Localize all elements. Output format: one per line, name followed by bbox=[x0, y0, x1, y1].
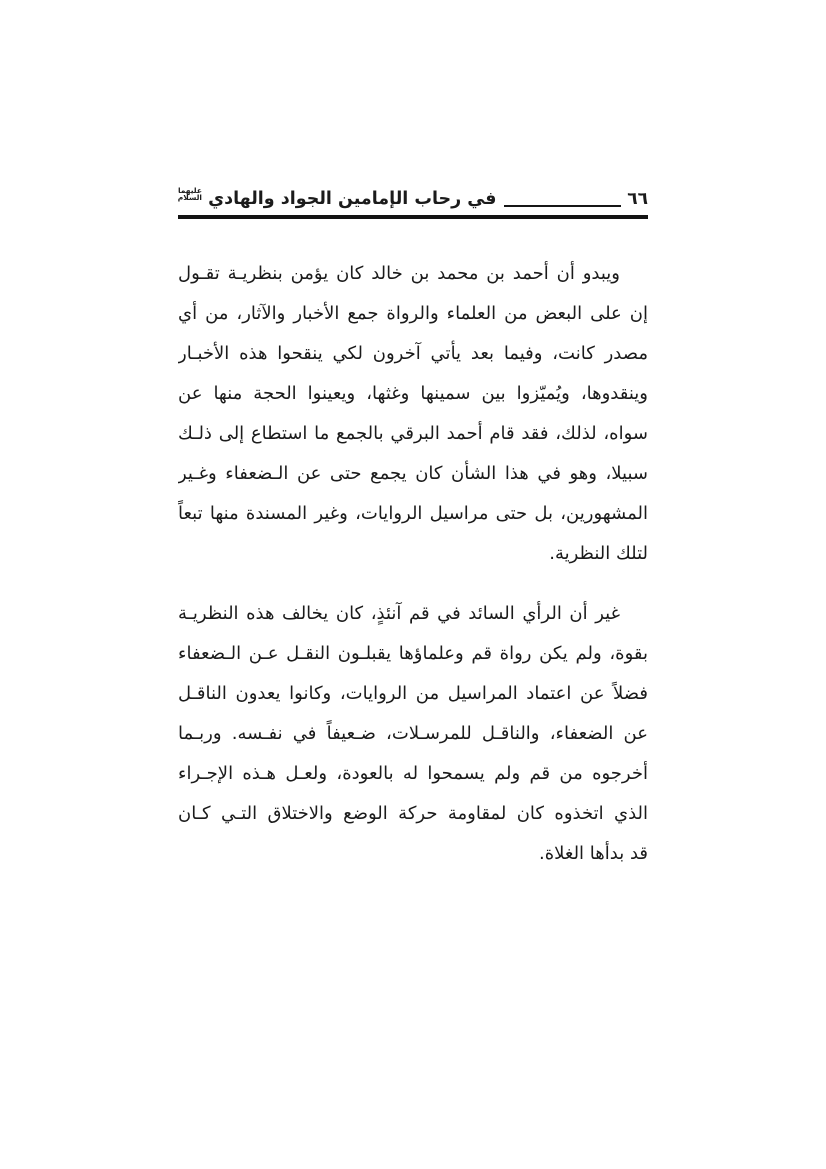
text-line: وينقدوها، ويُميّزوا بين سمينها وغثها، ويعينوا الحجة منها عن bbox=[178, 383, 648, 404]
text-line: بقوة، ولم يكن رواة قم وعلماؤها يقبلـون النقـل عـن الـضعفاء bbox=[178, 643, 648, 664]
text-line: غير أن الرأي السائد في قم آنئذٍ، كان يخالف هذه النظريـة bbox=[178, 603, 620, 624]
text-line: فضلاً عن اعتماد المراسيل من الروايات، وكانوا يعدون الناقـل bbox=[178, 683, 648, 704]
text-line: سواه، لذلك، فقد قام أحمد البرقي بالجمع ما استطاع إلى ذلـك bbox=[178, 423, 648, 444]
header-rule bbox=[178, 215, 648, 219]
honorific-alayhima-assalam: عليهما السلام bbox=[177, 186, 202, 202]
text-line: ويبدو أن أحمد بن محمد بن خالد كان يؤمن بنظريـة تقـول bbox=[178, 263, 620, 284]
text-line: إن على البعض من العلماء والرواة جمع الأخبار والآثار، من أي bbox=[178, 303, 648, 324]
text-line: الذي اتخذوه كان لمقاومة حركة الوضع والاختلاق التـي كـان bbox=[178, 803, 648, 824]
chapter-title-text: في رحاب الإمامين الجواد والهادي bbox=[208, 189, 497, 209]
text-line: مصدر كانت، وفيما بعد يأتي آخرون لكي ينقحوا هذه الأخبـار bbox=[178, 343, 648, 364]
body-text bbox=[178, 254, 648, 874]
text-line: عن الضعفاء، والناقـل للمرسـلات، ضـعيفاً في نفـسه. وربـما bbox=[178, 723, 648, 744]
text-line: قد بدأها الغلاة. bbox=[539, 843, 648, 864]
page-number: ٦٦ bbox=[627, 189, 648, 209]
paragraph bbox=[178, 254, 648, 574]
text-line: أخرجوه من قم ولم يسمحوا له بالعودة، ولعـل هـذه الإجـراء bbox=[178, 763, 648, 784]
text-line: سبيلا، وهو في هذا الشأن كان يجمع حتى عن الـضعفاء وغـير bbox=[178, 463, 648, 484]
chapter-title bbox=[178, 186, 496, 212]
header-baseline-rule bbox=[504, 205, 621, 207]
text-line: المشهورين، بل حتى مراسيل الروايات، وغير المسندة منها تبعاً bbox=[178, 503, 648, 524]
page-content bbox=[178, 184, 648, 874]
running-header bbox=[178, 184, 648, 212]
paragraph bbox=[178, 594, 648, 874]
text-line: لتلك النظرية. bbox=[549, 543, 648, 564]
